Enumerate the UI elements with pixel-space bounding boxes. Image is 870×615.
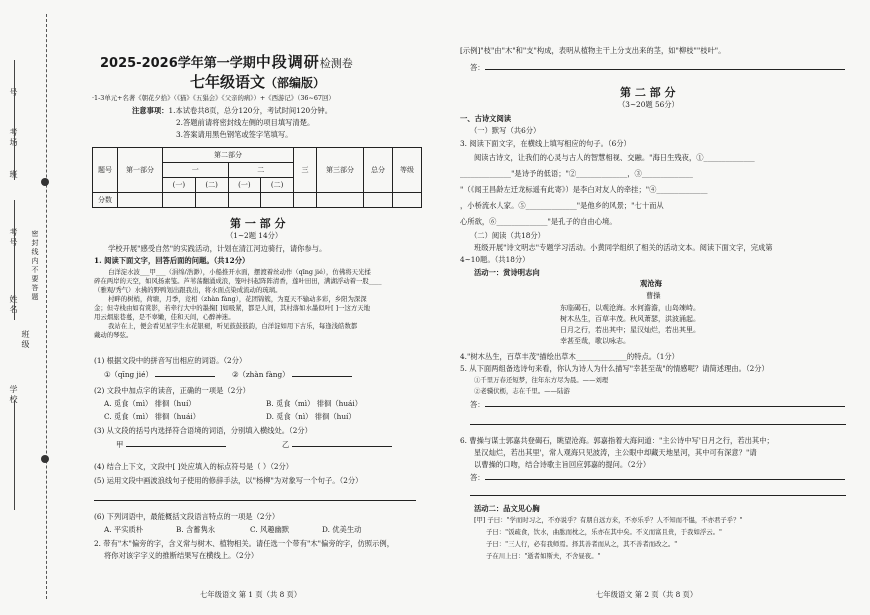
section-1: 一、古诗文阅读 (460, 114, 512, 123)
poem-line: 幸甚至哉，歌以咏志。 (560, 337, 630, 345)
q1-3-b (282, 440, 392, 450)
margin-label-class: 班 (9, 170, 18, 180)
q1-3-a (116, 440, 226, 450)
q5: 5. 从下面两组备选诗句来看，你认为诗人为什么描写"幸甚至哉"的情感呢？请简述理由。（2分） (460, 364, 769, 373)
margin-underline-1 (14, 60, 16, 180)
margin-underline-3 (14, 400, 16, 510)
q6-cont-2: 以曹操的口吻，结合诗歌主旨回应郭嘉的提问。（2分） (474, 460, 651, 469)
exam-scope: ·1-3单元+名著《朝花夕拾》（《猫》《五猖会》《父亲的病》）+《西游记》（36~67回） (92, 94, 335, 102)
q1-6-opt-c[interactable]: C. 风趣幽默 (250, 525, 290, 534)
q6-answer-label: 答： (470, 473, 485, 482)
q3-line-5: 心所欲，⑥______________"是孔子的自由心境。 (460, 217, 617, 226)
q3-line-3: "（《闻王昌龄左迁龙标遥有此寄》）是李白对友人的牵挂；"④______________ (460, 185, 708, 194)
q2-answer-label: 答： (470, 63, 485, 72)
passage-line: 村畔的树梢，荷塘，月季，竞相（zhàn fàng），花团锦簇，为夏天不输动多彩，乡阳为深深 (108, 295, 367, 303)
binding-line (46, 14, 47, 599)
q6: 6. 曹操与谋士郭嘉共登碣石，眺望沧海。郭嘉指着大海问道："主公诗中写'日月之行，若出其中； (460, 436, 774, 445)
q1-3: (3) 从文段的括号内选择符合语境的词语，分别填入横线处。（2分） (94, 426, 312, 435)
section-1-2: （二）阅读（共18分） (470, 231, 545, 240)
q6-answer-line-2[interactable] (470, 495, 846, 496)
passage-line: 戴动的琴弦。 (94, 331, 133, 339)
score-cell[interactable] (294, 193, 317, 208)
q5-answer-input[interactable] (485, 406, 845, 407)
score-cell[interactable] (118, 193, 163, 208)
part1-range: （1~2题 14分） (226, 231, 283, 240)
binding-hole-bottom (41, 455, 49, 463)
q3-line-1: 阅读古诗文，让我们的心灵与古人的智慧相视、交融。"海日生残夜，①______________ (474, 153, 755, 162)
activity-intro-2: 4~10题。（共18分） (460, 255, 530, 264)
edition-label: （部编版） (265, 76, 326, 90)
q1-2-opt-c[interactable]: C. 觅食（mì） 徘徊（huái） (104, 412, 200, 421)
score-row-label: 分数 (93, 193, 118, 208)
q1-4: (4) 结合上下文，文段中[ ]处应填入的标点符号是（ ）（2分） (94, 462, 294, 471)
score-h-sub-a: (一) (163, 178, 196, 193)
q2-cont: 将你对该字字义的推断结果写在横线上。（2分） (104, 551, 259, 560)
q1-2-opt-b[interactable]: B. 觅食（mì） 徘徊（huái） (266, 399, 363, 408)
margin-seal-note: 密封线内不要答题 (31, 230, 39, 302)
q1-3-a-input[interactable] (126, 446, 226, 447)
q5-option-b: ②老骥伏枥，志在千里。——陆游 (474, 387, 570, 395)
poem-line: 东临碣石，以观沧海。水何澹澹，山岛竦峙。 (560, 304, 700, 312)
q1-1-a-label: ①（qīng jié） (104, 370, 153, 379)
notes-block (132, 106, 332, 116)
q6-cont: 星汉灿烂，若出其里'，常人观海只见波涛，主公眼中却藏天地星河，其中可有深意？"请 (474, 448, 757, 457)
score-cell[interactable] (261, 193, 294, 208)
score-h-sub-d: (二) (261, 178, 294, 193)
score-h-sub1: 一 (163, 163, 229, 178)
margin-label-grade: 班级 (21, 330, 30, 350)
q2-example: [示例]"枝"由"木"和"支"构成，表明从植物主干上分支出来的茎，如"柳枝""枝叶"。 (460, 46, 726, 55)
q6-answer-input[interactable] (485, 479, 845, 480)
score-cell[interactable] (195, 193, 228, 208)
note-2: 2.答题前请将密封线左侧的项目填写清楚。 (176, 118, 315, 127)
score-h-sub-b: (二) (195, 178, 228, 193)
note-3: 3.答案请用黑色钢笔或签字笔填写。 (176, 130, 293, 139)
margin-label-room: 考场 (9, 128, 18, 148)
title-stamp: 中段调研 (255, 53, 320, 71)
q1-1-b-input[interactable] (292, 376, 352, 377)
activity-2: 活动二：品文见心胸 (474, 504, 540, 513)
page1-title (100, 51, 353, 72)
score-h-part2: 第二部分 (163, 148, 294, 163)
poem-line: 树木丛生，百草丰茂。秋风萧瑟，洪波涌起。 (560, 315, 700, 323)
analects-line: [甲] 子曰："学而时习之，不亦说乎？有朋自远方来，不亦乐乎？人不知而不愠，不亦君子乎？" (474, 516, 743, 524)
score-h-total: 总分 (364, 148, 393, 193)
q1-passage (94, 268, 382, 340)
q5-answer-label: 答： (470, 400, 485, 409)
score-h-part3: 第三部分 (317, 148, 364, 193)
q2-answer-input[interactable] (485, 69, 845, 70)
passage-line: 我站在上，便会看见星宇生水花银褪，听见鼓鼓鼓韵，白洋淀如用下古乐，每逢浅皓数都 (108, 322, 358, 330)
margin-underline-2 (14, 200, 16, 320)
note-1: 1.本试卷共8页，总分120分，考试时间120分钟。 (168, 106, 332, 115)
passage-line: 碎在两岸的天空，如风扬素笺。芦苇荡翻涌成浪，笼叶抖起阵阵清香，莲叶田田，满湖浮动着一股____ (94, 277, 382, 285)
q1-3-b-label: 乙 (282, 440, 290, 449)
q1-6-opt-d[interactable]: D. 优美生动 (322, 525, 362, 534)
activity-intro: 班级开展"诗文明志"专题学习活动。小黄同学组织了相关的活动文本。阅读下面文字，完成第 (474, 243, 773, 252)
poem-line: 日月之行，若出其中；星汉灿烂，若出其里。 (560, 326, 700, 334)
q1-5: (5) 运用文段中画波浪线句子使用的修辞手法，以"杨柳"为对象写一个句子。（2分） (94, 476, 363, 485)
q2-answer (470, 63, 845, 73)
passage-line: 金；但寺栈由如有赏影，若牵行大中的墨掬[ ]如吸紧，都是人间，其村落如水墨似叶[ ]一这方天地 (94, 304, 371, 312)
title-prefix: 2025-2026学年第一学期 (100, 56, 256, 71)
q5-answer-line-2[interactable] (470, 424, 846, 425)
notes-label: 注意事项： (132, 106, 169, 115)
q1-3-b-input[interactable] (292, 446, 392, 447)
q1-6-opt-b[interactable]: B. 含蓄隽永 (176, 525, 216, 534)
q3-line-2: ______________"是诗予的低语；"②______________，③______________ (460, 169, 693, 178)
score-cell[interactable] (364, 193, 393, 208)
q1-1: (1) 根据文段中的拼音写出相应的词语。（2分） (94, 356, 247, 365)
q1-2-opt-a[interactable]: A. 觅食（mì） 徘徊（huí） (104, 399, 196, 408)
page1-subtitle (190, 71, 325, 92)
q3: 3. 阅读下面文字，在横线上填写相应的句子。（6分） (460, 139, 631, 148)
margin-label-examno: 考号 (9, 228, 18, 248)
page1-footer: 七年级语文 第 1 页（共 8 页） (200, 590, 302, 599)
q1-1-a-input[interactable] (155, 376, 215, 377)
score-h-grade: 等级 (393, 148, 422, 193)
score-h-part1: 第一部分 (118, 148, 163, 193)
q2: 2. 带有"木"偏旁的字，含义常与树木、植物相关。请任选一个带有"木"偏旁的字，仿照示例， (94, 539, 394, 548)
score-table (92, 147, 422, 208)
q1-5-answer-line[interactable] (94, 500, 416, 501)
page2-footer: 七年级语文 第 2 页（共 8 页） (596, 590, 698, 599)
q5-answer (470, 400, 845, 410)
score-cell[interactable] (393, 193, 422, 208)
score-cell[interactable] (163, 193, 196, 208)
passage-line: （雅观/秀气）水拂的野鸭划出跟我出，将水面点染成流动的琉璃。 (94, 286, 282, 294)
part2-range: （3~20题 56分） (618, 100, 679, 109)
margin-label-school: 学校 (9, 385, 18, 405)
score-cell[interactable] (317, 193, 364, 208)
q1-2-opt-d[interactable]: D. 觅食（nì） 徘徊（huí） (266, 412, 356, 421)
title-suffix: 检测卷 (319, 57, 353, 70)
q6-answer (470, 473, 845, 483)
q1-2: (2) 文段中加点字的读音，正确的一项是（2分） (94, 386, 250, 395)
q4: 4."树木丛生，百草丰茂"描绘出草木______________的特点。（1分） (460, 352, 679, 361)
score-h-sub-c: (一) (228, 178, 261, 193)
subject-name: 七年级语文 (190, 73, 266, 91)
part1-title: 第 一 部 分 (230, 217, 286, 230)
margin-label-name: 姓名 (9, 295, 18, 315)
part1-intro: 学校开展"感受自然"的实践活动，计划在清江河边骑行，请你参与。 (108, 244, 327, 253)
score-h-sub2: 二 (228, 163, 294, 178)
binding-hole-top (41, 178, 49, 186)
q1-title: 1. 阅读下面文字，回答后面的问题。（共12分） (94, 256, 250, 265)
q1-1-b (232, 370, 352, 380)
passage-line: 用云烟旅巷蔓，是不辜嫩，佳和天间，心醉神迷。 (94, 313, 235, 321)
poem-author: 曹操 (646, 291, 661, 300)
score-h-three: 三 (294, 148, 317, 193)
q3-line-4: ，小桥流水人家。⑤______________"是他乡的风景；"七十而从 (460, 201, 664, 210)
part2-title: 第 二 部 分 (620, 86, 676, 99)
score-h-title: 题号 (93, 148, 118, 193)
analects-line: 子曰："饭疏食，饮水，曲肱而枕之，乐亦在其中矣。不义而富且贵，于我如浮云。" (486, 528, 722, 536)
q5-option-a: ①千里万春还短梦，往年东方尽为晨。——刘理 (474, 376, 609, 384)
section-1-1: （一）默写（共6分） (470, 126, 541, 135)
score-cell[interactable] (228, 193, 261, 208)
margin-label-num: 号 (9, 88, 18, 98)
passage-line: 白洋淀水波___甲___（涓绵/浩渺），小船推开水面，摆渡着丝动作（qīng jié），仿佛将天光揉 (108, 268, 371, 276)
q1-1-b-label: ②（zhàn fàng） (232, 370, 290, 379)
q1-1-a (104, 370, 215, 380)
analects-line: 子曰："三人行，必有我师焉。择其善者而从之，其不善者而改之。" (486, 540, 678, 548)
q1-6-opt-a[interactable]: A. 平实质朴 (104, 525, 144, 534)
activity-1: 活动一：赏诗明志向 (474, 268, 540, 277)
analects-line: 子在川上曰："逝者如斯夫，不舍昼夜。" (486, 552, 601, 560)
q1-6: (6) 下列词语中，最能概括文段语言特点的一项是（2分） (94, 512, 280, 521)
q1-3-a-label: 甲 (116, 440, 124, 449)
poem-title: 观沧海 (640, 279, 662, 288)
